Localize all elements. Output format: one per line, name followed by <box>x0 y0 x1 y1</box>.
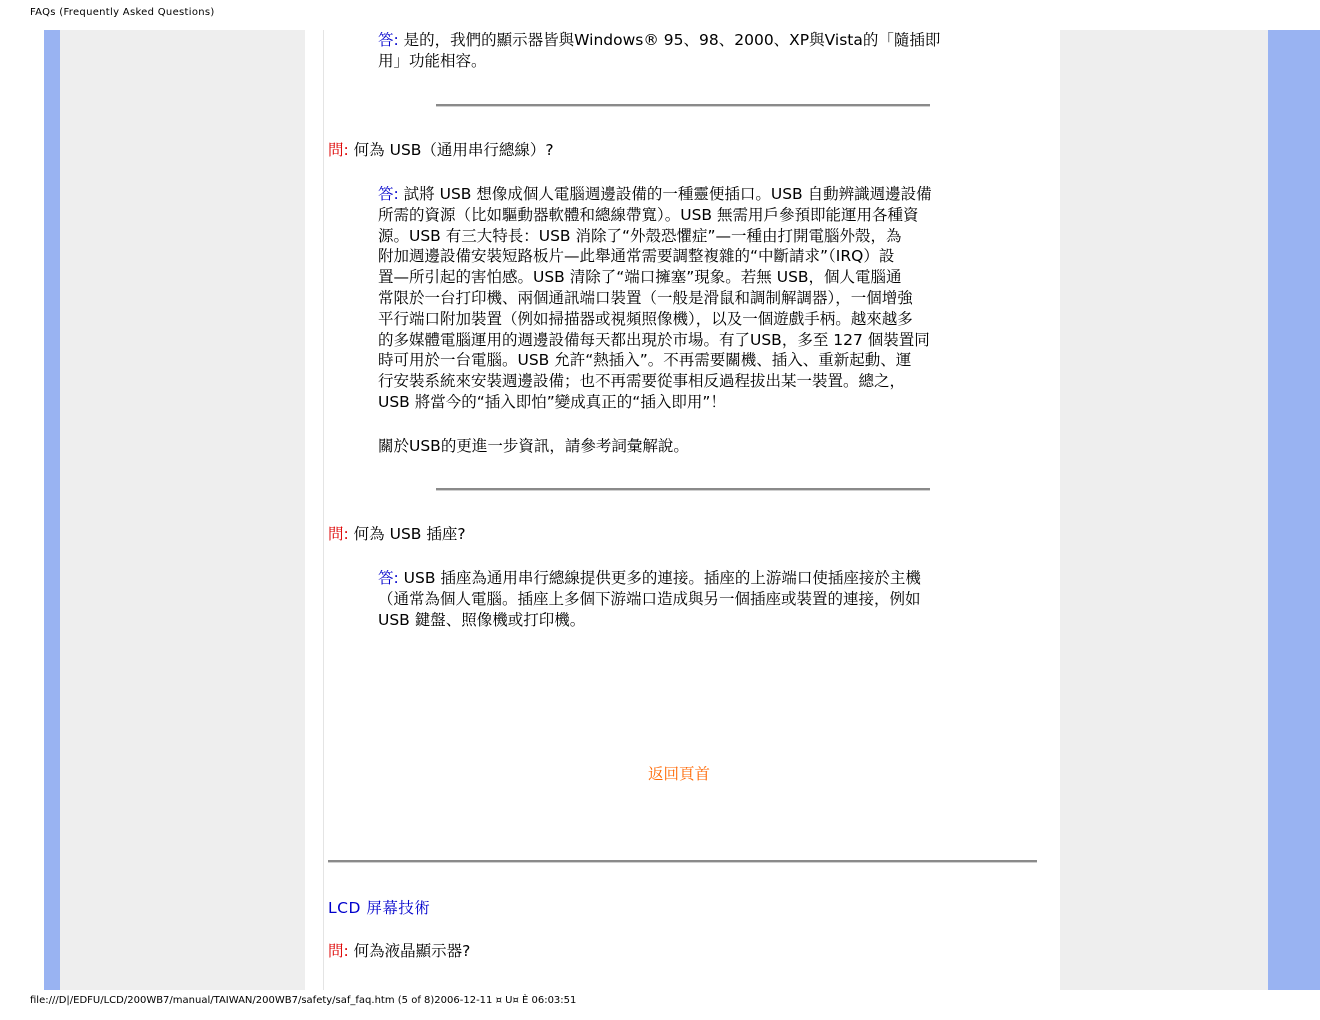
question-label: 問: <box>328 141 349 159</box>
answer-line: 所需的資源（比如驅動器軟體和總線帶寬）。USB 無需用戶參預即能運用各種資 <box>378 205 919 224</box>
answer-line: USB 將當今的“插入即怕”變成真正的“插入即用”！ <box>378 392 726 411</box>
page-footer-path: file:///D|/EDFU/LCD/200WB7/manual/TAIWAN/200WB7/safety/saf_faq.htm (5 of 8)2006-12-11 ¤ U¤ È 06:03:51 <box>30 995 577 1006</box>
question-text: 何為 USB（通用串行總線）? <box>353 141 554 159</box>
lcd-technology-section-link[interactable]: LCD 屏幕技術 <box>328 899 431 917</box>
question-block-2 <box>328 140 1028 161</box>
answer-line: 源。USB 有三大特長：USB 消除了“外殼恐懼症”—一種由打開電腦外殼，為 <box>378 226 902 245</box>
answer-label: 答: <box>378 31 399 49</box>
answer-line: 行安裝系統來安裝週邊設備；也不再需要從事相反過程拔出某一裝置。總之， <box>378 372 906 391</box>
question-block-3 <box>328 524 1028 545</box>
answer-line: 的多媒體電腦運用的週邊設備每天都出現於市場。有了USB，多至 127 個裝置同 <box>378 330 930 349</box>
divider-rule <box>436 104 930 107</box>
question-label: 問: <box>328 942 349 960</box>
content-left-edge <box>323 30 324 990</box>
answer-line: （通常為個人電腦。插座上多個下游端口造成與另一個插座或裝置的連接，例如 <box>378 589 921 608</box>
question-label: 問: <box>328 525 349 543</box>
answer-line: USB 插座為通用串行總線提供更多的連接。插座的上游端口使插座接於主機 <box>403 569 921 587</box>
answer-label: 答: <box>378 569 399 587</box>
divider-rule <box>436 488 930 491</box>
answer-block-1 <box>378 30 993 72</box>
answer-line: 常限於一台打印機、兩個通訊端口裝置（一般是滑鼠和調制解調器），一個增強 <box>378 288 913 307</box>
section-divider-rule <box>328 860 1037 863</box>
answer-line: 時可用於一台電腦。USB 允許“熱插入”。不再需要關機、插入、重新起動、運 <box>378 351 912 370</box>
question-block-lcd <box>328 941 1028 962</box>
question-text: 何為 USB 插座? <box>353 525 466 543</box>
answer-line: 置—所引起的害怕感。USB 清除了“端口擁塞”現象。若無 USB，個人電腦通 <box>378 268 902 287</box>
page-header-title: FAQs (Frequently Asked Questions) <box>30 7 215 18</box>
left-gray-margin <box>60 30 305 990</box>
answer-block-2 <box>378 184 993 413</box>
answer-line: 附加週邊設備安裝短路板片—此舉通常需要調整複雜的“中斷請求”（IRQ）設 <box>378 247 895 266</box>
answer-line: 是的，我們的顯示器皆與Windows® 95、98、2000、XP與Vista的「隨插即 <box>403 31 941 49</box>
answer-line: USB 鍵盤、照像機或打印機。 <box>378 610 586 629</box>
answer-label: 答: <box>378 185 399 203</box>
left-blue-bar <box>44 30 60 990</box>
extra-info-text: 關於USB的更進一步資訊，請參考詞彙解說。 <box>378 437 689 455</box>
answer-block-3 <box>378 568 993 630</box>
answer-line: 平行端口附加裝置（例如掃描器或視頻照像機），以及一個遊戲手柄。越來越多 <box>378 309 913 328</box>
question-text: 何為液晶顯示器? <box>353 942 471 960</box>
usb-glossary-reference <box>378 436 993 457</box>
right-blue-bar <box>1268 30 1320 990</box>
answer-line: 試將 USB 想像成個人電腦週邊設備的一種靈便插口。USB 自動辨識週邊設備 <box>403 185 932 203</box>
answer-line: 用」功能相容。 <box>378 51 487 70</box>
right-gray-margin <box>1060 30 1268 990</box>
back-to-top-link[interactable]: 返回頁首 <box>648 765 711 783</box>
